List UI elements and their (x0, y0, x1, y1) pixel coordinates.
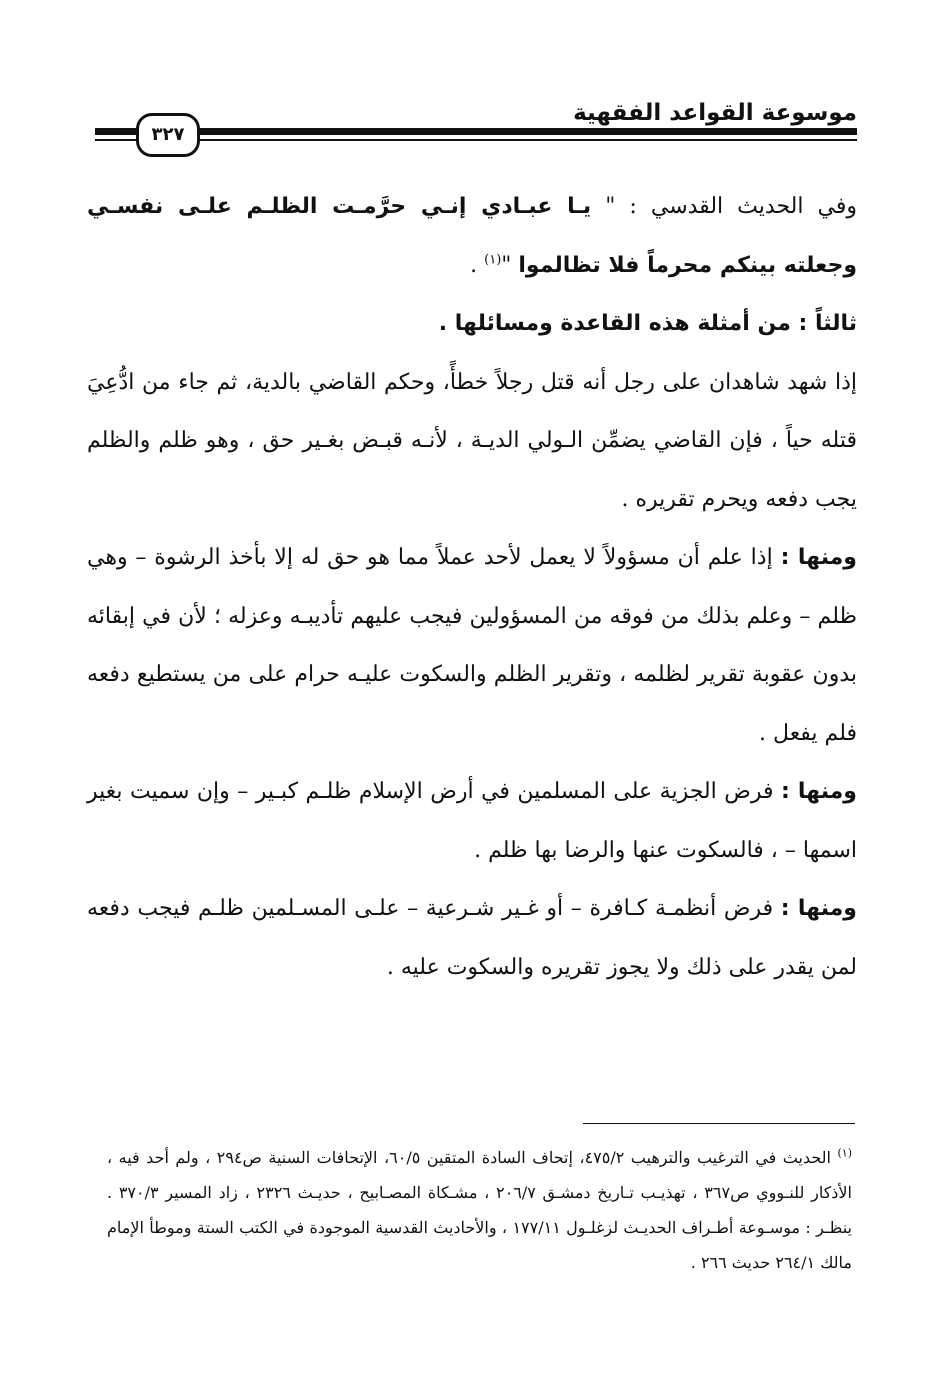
paragraph-2-lead: ومنها : (780, 545, 857, 570)
page-number: ٣٢٧ (136, 113, 200, 157)
footnote-text: الحديث في الترغيب والترهيب ٤٧٥/٢، إتحاف السادة المتقين ٦٠/٥، الإتحافات السنية ص٢٩٤ ، ولم أحد فيه ، الأذكار للنـووي ص٣٦٧ ، تهذيـب تـاريخ دمشـق ٢٠٦/٧ ، مشـكاة المصـابيح ، حديـث ٢٣٢٦ ، زاد المسير ٣٧٠/٣ . ينظـر : موسـوعة أطـراف الحديـث لزغلـول ١٧٧/١١ ، والأحاديث القدسية الموجودة في الكتب الستة وموطأ الإمام مالك ٢٦٤/١ حديث ٢٦٦ . (107, 1148, 853, 1272)
footnote-separator (583, 1123, 855, 1124)
header-rule-thick (95, 128, 857, 135)
footnote (107, 1140, 852, 1280)
book-title: موسوعة القواعد الفقهية (573, 100, 857, 126)
hadith-text: يـا عبـادي إنـي حرَّمـت الظلـم علـى نفسـي وجعلته بينكم محرماً فلا تظالموا (87, 194, 857, 278)
paragraph-3 (87, 763, 857, 880)
footnote-marker: (١) (837, 1146, 853, 1160)
body-text (87, 178, 857, 997)
hadith-close-quote: " (501, 252, 512, 278)
paragraph-1: إذا شهد شاهدان على رجل أنه قتل رجلاً خطأً، وحكم القاضي بالدية، ثم جاء من ادُّعِيَ قتله حياً ، فإن القاضي يضمِّن الـولي الديـة ، لأنـه قبـض بغـير حق ، وهو ظلم والظلم يجب دفعه ويحرم تقريره . (87, 369, 857, 512)
hadith-end: . (470, 252, 478, 278)
paragraph-2 (87, 529, 857, 763)
paragraph-4 (87, 880, 857, 997)
section-heading: ثالثاً : من أمثلة هذه القاعدة ومسائلها . (438, 311, 857, 336)
paragraph-2-text: إذا علم أن مسؤولاً لا يعمل لأحد عملاً مما هو حق له إلا بأخذ الرشوة – وهي ظلم – وعلم بذلك من فوقه من المسؤولين فيجب عليهم تأديبـه وعزله ؛ لأن في إبقائه بدون عقوبة تقرير لظلمه ، وتقرير الظلم والسكوت عليـه حرام على من يستطيع دفعه فلم يفعل . (87, 545, 857, 746)
header-rule-thin (95, 139, 857, 141)
paragraph-3-text: فرض الجزية على المسلمين في أرض الإسلام ظلـم كبـير – وإن سميت بغير اسمها – ، فالسكوت عنها والرضا بها ظلم . (87, 779, 857, 863)
hadith-paragraph (87, 178, 857, 295)
paragraph-4-lead: ومنها : (780, 896, 857, 921)
paragraph-4-text: فرض أنظمـة كـافرة – أو غـير شـرعية – علـى المسـلمين ظلـم فيجب دفعه لمن يقدر على ذلك ولا يجوز تقريره والسكوت عليه . (87, 896, 857, 980)
paragraph-3-lead: ومنها : (780, 779, 857, 804)
footnote-reference: (١) (484, 252, 502, 268)
hadith-intro: وفي الحديث القدسي : " (605, 194, 857, 219)
